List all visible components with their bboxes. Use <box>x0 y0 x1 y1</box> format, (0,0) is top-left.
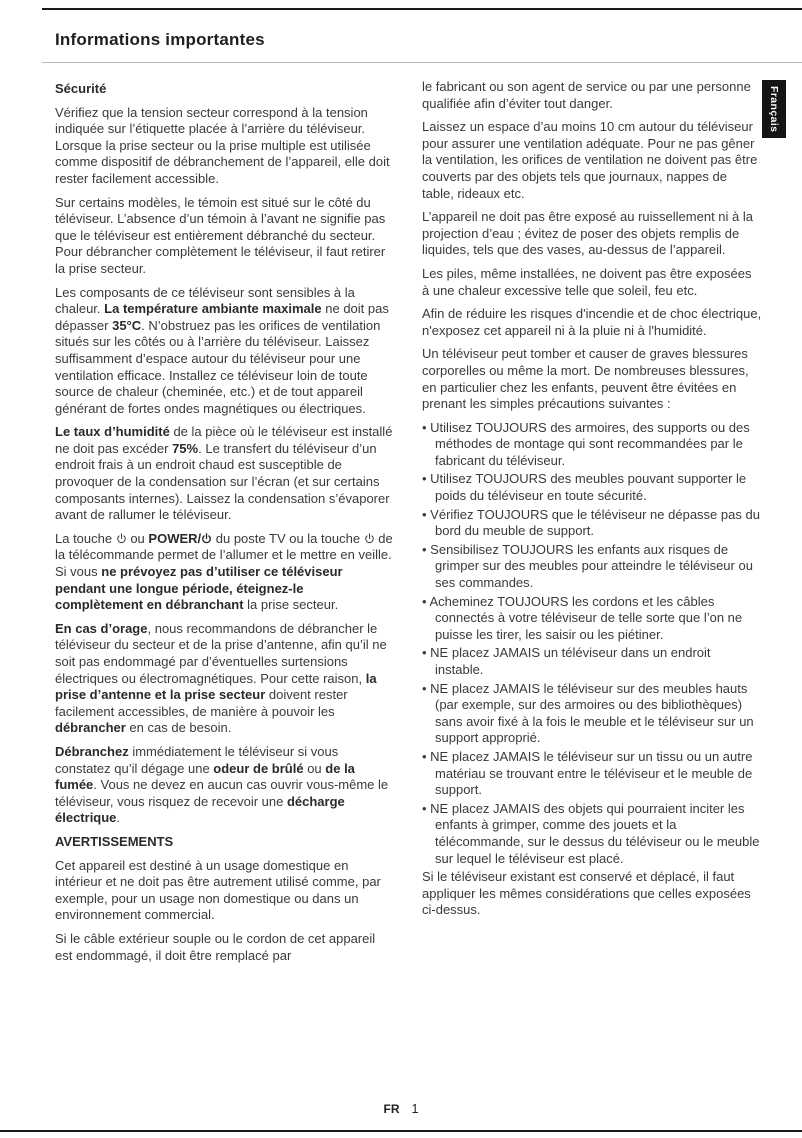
paragraph <box>55 424 395 524</box>
text-segment: . Le transfert du téléviseur d’un endroit frais à un endroit chaud est susceptible de provoquer de la condensation sur l’écran (et sur certains composants internes). Laissez la condensation s’évaporer avant de rallumer le téléviseur. <box>55 440 390 523</box>
bullet-marker: • <box>422 593 430 609</box>
text-segment: Sur certains modèles, le témoin est situé sur le côté du téléviseur. L’absence d’un témoin à l’avant ne signifie pas que le téléviseur est entièrement débranché du secteur. Pour débrancher complètement le téléviseur, il faut retirer la prise secteur. <box>55 194 386 276</box>
right-column <box>422 79 762 971</box>
text-segment: Les piles, même installées, ne doivent pas être exposées à une chaleur excessive telle que soleil, feu etc. <box>422 265 752 298</box>
paragraph <box>55 531 395 614</box>
bottom-rule <box>0 1130 802 1132</box>
text-segment: Utilisez TOUJOURS des armoires, des supports ou des méthodes de montage qui sont recommandées par le fabricant du téléviseur. <box>430 419 750 468</box>
text-segment: . N’obstruez pas les orifices de ventilation situés sur les côtés ou à l’arrière du téléviseur. Laissez suffisamment d’espace autour du téléviseur pour une ventilation efficace. Installez ce téléviseur loin de toute source de chaleur (cheminée, etc.) et de tout appareil générant de fortes ondes magnétiques ou électriques. <box>55 317 381 416</box>
text-segment: , nous recommandons de débrancher le téléviseur du secteur et de la prise d’antenne, afin qu’il ne soit pas endommagé par d’éventuelles surtensions électriques ou électromagnétiques. Pour cette raison, <box>55 620 387 686</box>
bullet-item <box>422 645 762 678</box>
section-heading <box>55 81 395 98</box>
bullet-marker: • <box>422 419 431 435</box>
paragraph <box>422 119 762 202</box>
bullet-item <box>422 681 762 747</box>
paragraph <box>55 285 395 418</box>
power-icon <box>116 533 127 544</box>
text-segment: . Vous ne devez en aucun cas ouvrir vous-même le téléviseur, vous risquez de recevoir une <box>55 777 389 809</box>
paragraph <box>55 858 395 924</box>
bullet-marker: • <box>422 748 431 764</box>
text-segment: La température ambiante maximale <box>104 301 322 317</box>
bullet-marker: • <box>422 541 431 557</box>
paragraph <box>55 105 395 188</box>
text-segment: La touche <box>55 530 116 546</box>
text-segment: Le taux d’humidité <box>55 424 170 440</box>
text-segment: Cet appareil est destiné à un usage domestique en intérieur et ne doit pas être autrement utilisé comme, par exemple, pour un usage non domestique ou dans un environnement commercial. <box>55 857 381 923</box>
text-segment: le fabricant ou son agent de service ou par une personne qualifiée afin d’éviter tout danger. <box>422 79 751 111</box>
bullet-item <box>422 749 762 799</box>
text-segment: ou <box>126 530 149 546</box>
bullet-marker: • <box>422 800 431 816</box>
text-segment: 75% <box>172 440 199 456</box>
paragraph <box>55 931 395 964</box>
bullet-item <box>422 420 762 470</box>
text-segment: Vérifiez TOUJOURS que le téléviseur ne dépasse pas du bord du meuble de support. <box>430 506 760 539</box>
language-tab-label: Français <box>768 85 780 133</box>
text-segment: Débranchez <box>55 743 129 759</box>
text-segment: Acheminez TOUJOURS les cordons et les câbles connectés à votre téléviseur de telle sorte que l’on ne puisse les tirer, les saisir ou les piétiner. <box>429 593 743 642</box>
text-segment: Utilisez TOUJOURS des meubles pouvant supporter le poids du téléviseur en toute sécurité. <box>430 471 747 504</box>
text-segment: En cas d’orage <box>55 620 148 636</box>
text-segment: ne doit pas dépasser <box>55 301 389 333</box>
text-segment: ou <box>303 760 326 776</box>
bullet-item <box>422 507 762 540</box>
paragraph <box>422 209 762 259</box>
text-segment: Si le câble extérieur souple ou le cordon de cet appareil est endommagé, il doit être remplacé par <box>55 930 376 963</box>
text-segment: de la fumée <box>55 760 355 793</box>
paragraph <box>422 266 762 299</box>
bullet-item <box>422 801 762 867</box>
text-segment: ne prévoyez pas d’utiliser ce téléviseur pendant une longue période, éteignez-le complètement en débranchant <box>55 564 343 613</box>
text-segment: NE placez JAMAIS le téléviseur sur un tissu ou un autre matériau se trouvant entre le téléviseur et le meuble de support. <box>430 748 753 798</box>
bullet-marker: • <box>422 506 431 522</box>
bullet-item <box>422 542 762 592</box>
paragraph <box>422 306 762 339</box>
text-segment: NE placez JAMAIS le téléviseur sur des meubles hauts (par exemple, sur des armoires ou des bibliothèques) sans avoir fixé à la fois le meuble et le téléviseur sur un support approprié. <box>430 680 754 746</box>
text-segment: NE placez JAMAIS des objets qui pourraient inciter les enfants à grimper, comme des jouets et la télécommande, sur le dessus du téléviseur ou le meuble sur lequel le téléviseur est placé. <box>430 800 760 866</box>
text-segment: en cas de besoin. <box>125 720 232 736</box>
text-segment: Les composants de ce téléviseur sont sensibles à la chaleur. <box>55 284 355 317</box>
bullet-marker: • <box>422 471 431 487</box>
paragraph <box>422 346 762 412</box>
page-title: Informations importantes <box>55 30 265 49</box>
text-segment: doivent rester facilement accessibles, de manière à pouvoir les <box>55 687 348 719</box>
text-segment: la prise secteur. <box>243 597 339 613</box>
paragraph <box>55 195 395 278</box>
text-segment: Laissez un espace d’au moins 10 cm autour du téléviseur pour assurer une ventilation adéquate. Pour ne pas gêner la ventilation, les orifices de ventilation ne doivent pas être couverts par des objets tels que journaux, nappes de table, rideaux etc. <box>422 119 758 201</box>
text-segment: immédiatement le téléviseur si vous constatez qu’il dégage une <box>55 743 339 776</box>
bullet-marker: • <box>422 680 431 696</box>
top-rule <box>42 8 802 10</box>
title-rule <box>42 62 802 63</box>
text-segment: de la télécommande permet de l’allumer et le mettre en veille. Si vous <box>55 530 393 580</box>
power-icon <box>364 533 375 544</box>
bullet-marker: • <box>422 645 431 661</box>
page-footer <box>0 1102 802 1116</box>
text-segment: Sensibilisez TOUJOURS les enfants aux risques de grimper sur des meubles pour atteindre le téléviseur ou ses commandes. <box>430 541 753 591</box>
text-segment: Afin de réduire les risques d'incendie et de choc électrique, n'exposez cet appareil ni à la pluie ni à l'humidité. <box>422 306 762 338</box>
text-segment: POWER/ <box>148 530 202 546</box>
content-columns <box>55 79 762 971</box>
text-segment: débrancher <box>55 720 126 736</box>
text-segment: 35°C <box>112 317 142 333</box>
paragraph <box>55 744 395 827</box>
text-segment: décharge électrique <box>55 793 345 826</box>
bullet-item <box>422 594 762 644</box>
text-segment: du poste TV ou la touche <box>212 530 364 546</box>
left-column <box>55 79 395 971</box>
text-segment: L’appareil ne doit pas être exposé au ruissellement ni à la projection d’eau ; évitez de poser des objets remplis de liquides, tels que des vases, au-dessus de l’appareil. <box>422 209 753 258</box>
bullet-item <box>422 471 762 504</box>
power-icon <box>201 533 212 544</box>
text-segment: odeur de brûlé <box>213 760 304 776</box>
language-tab <box>762 80 786 138</box>
text-segment: Vérifiez que la tension secteur correspond à la tension indiquée sur l’étiquette placée à l’arrière du téléviseur. Lorsque la prise secteur ou la prise multiple est utilisée comme dispositif de débranchement de l’appareil, elle doit rester facilement accessible. <box>55 104 390 186</box>
paragraph <box>55 621 395 737</box>
footer-region-label: FR <box>383 1102 400 1116</box>
text-segment: Sécurité <box>55 81 107 96</box>
text-segment: . <box>116 810 121 826</box>
text-segment: AVERTISSEMENTS <box>55 833 174 849</box>
text-segment: NE placez JAMAIS un téléviseur dans un endroit instable. <box>430 645 711 677</box>
paragraph <box>422 869 762 919</box>
footer-page-number: 1 <box>411 1102 419 1116</box>
text-segment: Si le téléviseur existant est conservé et déplacé, il faut appliquer les mêmes considérations que celles exposées ci-dessus. <box>422 869 751 918</box>
section-heading <box>55 834 395 851</box>
paragraph <box>422 79 762 112</box>
text-segment: de la pièce où le téléviseur est installé ne doit pas excéder <box>55 424 393 456</box>
text-segment: Un téléviseur peut tomber et causer de graves blessures corporelles ou même la mort. De nombreuses blessures, en particulier chez les enfants, peuvent être évitées en prenant les simples précautions suivantes : <box>422 346 749 412</box>
text-segment: la prise d’antenne et la prise secteur <box>55 670 377 703</box>
